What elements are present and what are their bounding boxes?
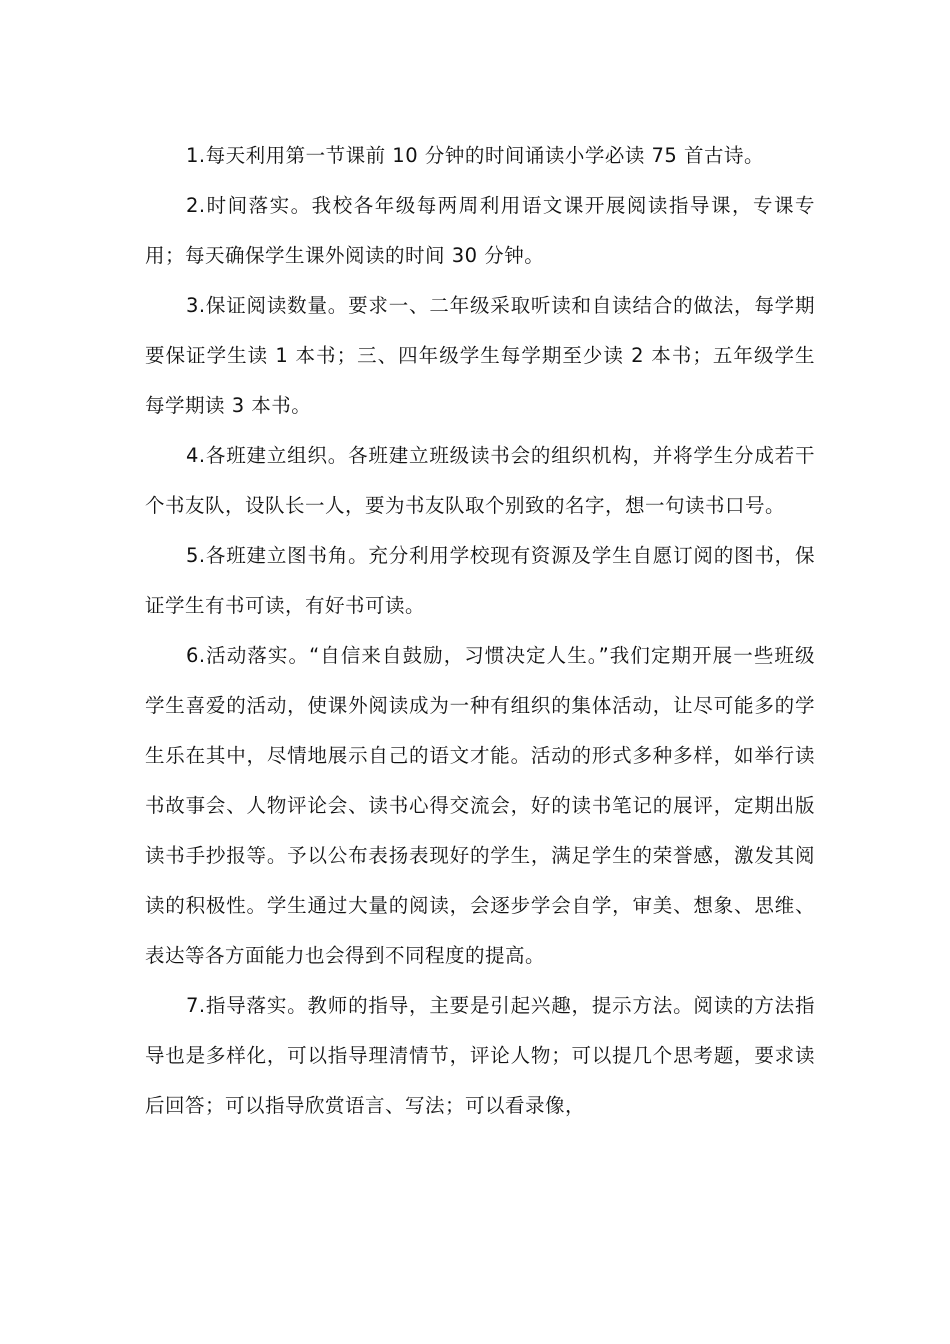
document-body (145, 131, 815, 1131)
paragraph-4: 4.各班建立组织。各班建立班级读书会的组织机构，并将学生分成若干个书友队，设队长一人，要为书友队取个别致的名字，想一句读书口号。 (145, 444, 815, 517)
paragraph-2: 2.时间落实。我校各年级每两周利用语文课开展阅读指导课，专课专用；每天确保学生课外阅读的时间 30 分钟。 (145, 194, 815, 267)
paragraph-3: 3.保证阅读数量。要求一、二年级采取听读和自读结合的做法，每学期要保证学生读 1 本书；三、四年级学生每学期至少读 2 本书；五年级学生每学期读 3 本书。 (145, 294, 815, 417)
paragraph-7: 7.指导落实。教师的指导，主要是引起兴趣，提示方法。阅读的方法指导也是多样化，可以指导理清情节，评论人物；可以提几个思考题，要求读后回答；可以指导欣赏语言、写法；可以看录像， (145, 994, 815, 1117)
paragraph-1: 1.每天利用第一节课前 10 分钟的时间诵读小学必读 75 首古诗。 (186, 144, 765, 167)
paragraph-6: 6.活动落实。“自信来自鼓励，习惯决定人生。”我们定期开展一些班级学生喜爱的活动，使课外阅读成为一种有组织的集体活动，让尽可能多的学生乐在其中，尽情地展示自己的语文才能。活动的形式多种多样，如举行读书故事会、人物评论会、读书心得交流会，好的读书笔记的展评，定期出版读书手抄报等。予以公布表扬表现好的学生，满足学生的荣誉感，激发其阅读的积极性。学生通过大量的阅读，会逐步学会自学，审美、想象、思维、表达等各方面能力也会得到不同程度的提高。 (145, 644, 815, 967)
paragraph-5: 5.各班建立图书角。充分利用学校现有资源及学生自愿订阅的图书，保证学生有书可读，有好书可读。 (145, 544, 815, 617)
